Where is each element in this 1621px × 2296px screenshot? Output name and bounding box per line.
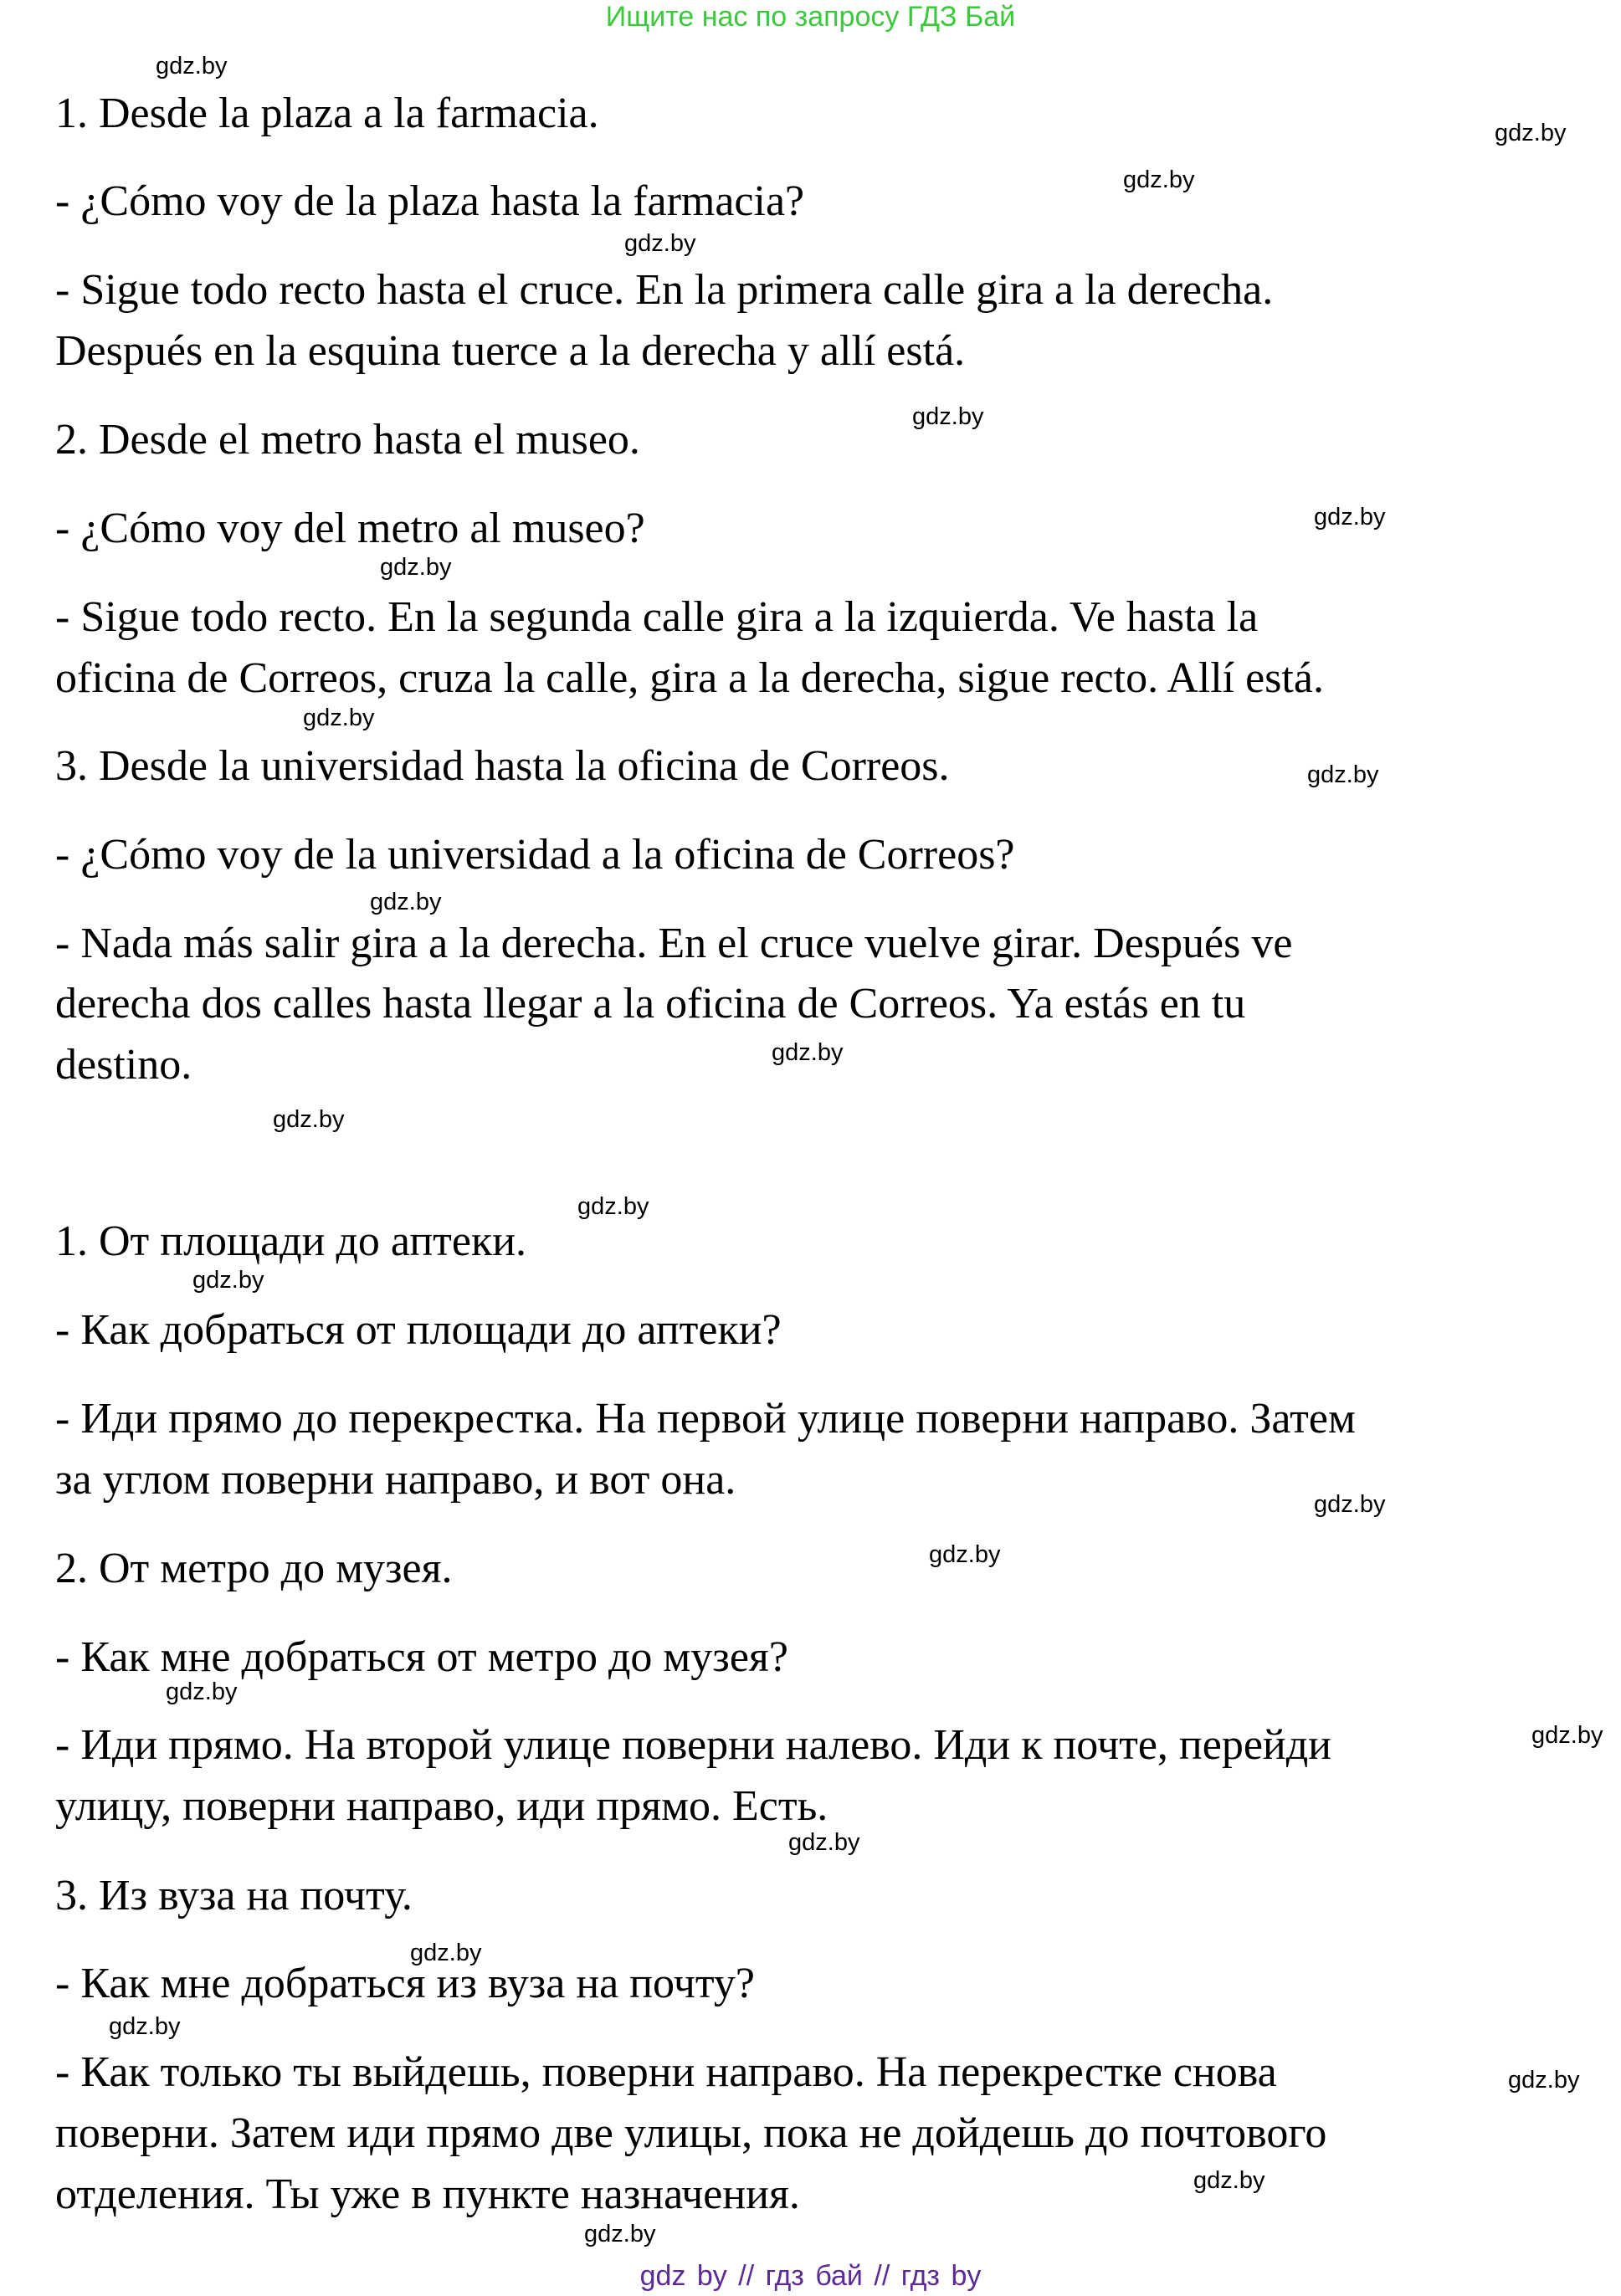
watermark: gdz.by: [788, 1829, 860, 1856]
watermark: gdz.by: [624, 230, 696, 257]
es-answer-3-line-2: derecha dos calles hasta llegar a la oficina de Correos. Ya estás en tu: [55, 980, 1246, 1028]
ru-answer-3-line-2: поверни. Затем иди прямо две улицы, пока не дойдешь до почтового: [55, 2109, 1327, 2157]
watermark: gdz.by: [912, 403, 984, 430]
es-question-2: - ¿Cómo voy del metro al museo?: [55, 505, 645, 552]
watermark: gdz.by: [380, 554, 452, 581]
watermark: gdz.by: [156, 53, 228, 79]
es-heading-2: 2. Desde el metro hasta el museo.: [55, 416, 640, 464]
es-answer-2-line-2: oficina de Correos, cruza la calle, gira a la derecha, sigue recto. Allí está.: [55, 654, 1324, 702]
ru-answer-1-line-1: - Иди прямо до перекрестка. На первой улице поверни направо. Затем: [55, 1395, 1356, 1443]
watermark: gdz.by: [303, 705, 375, 731]
watermark: gdz.by: [1314, 1491, 1386, 1518]
watermark: gdz.by: [192, 1267, 264, 1294]
ru-heading-2: 2. От метро до музея.: [55, 1545, 453, 1592]
watermark: gdz.by: [1531, 1722, 1603, 1749]
watermark: gdz.by: [1307, 761, 1379, 788]
watermark: gdz.by: [166, 1678, 238, 1705]
es-answer-3-line-1: - Nada más salir gira a la derecha. En el cruce vuelve girar. Después ve: [55, 920, 1293, 967]
watermark: gdz.by: [1123, 167, 1195, 193]
watermark: gdz.by: [584, 2221, 656, 2247]
ru-question-3: - Как мне добраться из вуза на почту?: [55, 1960, 755, 2007]
es-heading-1: 1. Desde la plaza a la farmacia.: [55, 90, 599, 137]
watermark: gdz.by: [772, 1039, 844, 1066]
watermark: gdz.by: [1314, 504, 1386, 530]
es-answer-1-line-2: Después en la esquina tuerce a la derecha y allí está.: [55, 327, 966, 375]
watermark: gdz.by: [929, 1541, 1001, 1568]
es-answer-2-line-1: - Sigue todo recto. En la segunda calle gira a la izquierda. Ve hasta la: [55, 593, 1259, 641]
es-heading-3: 3. Desde la universidad hasta la oficina de Correos.: [55, 742, 950, 790]
watermark: gdz.by: [410, 1940, 482, 1966]
watermark: gdz.by: [577, 1193, 649, 1220]
search-banner: Ищите нас по запросу ГДЗ Бай: [605, 1, 1016, 33]
es-question-3: - ¿Cómo voy de la universidad a la oficina de Correos?: [55, 831, 1015, 879]
watermark: gdz.by: [1193, 2167, 1265, 2194]
ru-answer-3-line-1: - Как только ты выйдешь, поверни направо. На перекрестке снова: [55, 2048, 1277, 2096]
ru-question-1: - Как добраться от площади до аптеки?: [55, 1306, 782, 1354]
watermark: gdz.by: [1508, 2067, 1580, 2094]
es-answer-1-line-1: - Sigue todo recto hasta el cruce. En la primera calle gira a la derecha.: [55, 266, 1274, 314]
watermark: gdz.by: [273, 1106, 345, 1133]
footer-links[interactable]: gdz by // гдз бай // гдз by: [639, 2260, 982, 2292]
ru-answer-2-line-1: - Иди прямо. На второй улице поверни налево. Иди к почте, перейди: [55, 1721, 1332, 1769]
watermark: gdz.by: [1495, 120, 1567, 146]
ru-answer-2-line-2: улицу, поверни направо, иди прямо. Есть.: [55, 1782, 828, 1830]
es-answer-3-line-3: destino.: [55, 1041, 192, 1089]
ru-answer-3-line-3: отделения. Ты уже в пункте назначения.: [55, 2170, 800, 2218]
ru-question-2: - Как мне добраться от метро до музея?: [55, 1633, 788, 1681]
ru-heading-1: 1. От площади до аптеки.: [55, 1217, 527, 1265]
watermark: gdz.by: [370, 889, 442, 915]
watermark: gdz.by: [109, 2013, 181, 2040]
es-question-1: - ¿Cómo voy de la plaza hasta la farmacia?: [55, 177, 805, 225]
ru-answer-1-line-2: за углом поверни направо, и вот она.: [55, 1456, 736, 1504]
ru-heading-3: 3. Из вуза на почту.: [55, 1872, 413, 1919]
